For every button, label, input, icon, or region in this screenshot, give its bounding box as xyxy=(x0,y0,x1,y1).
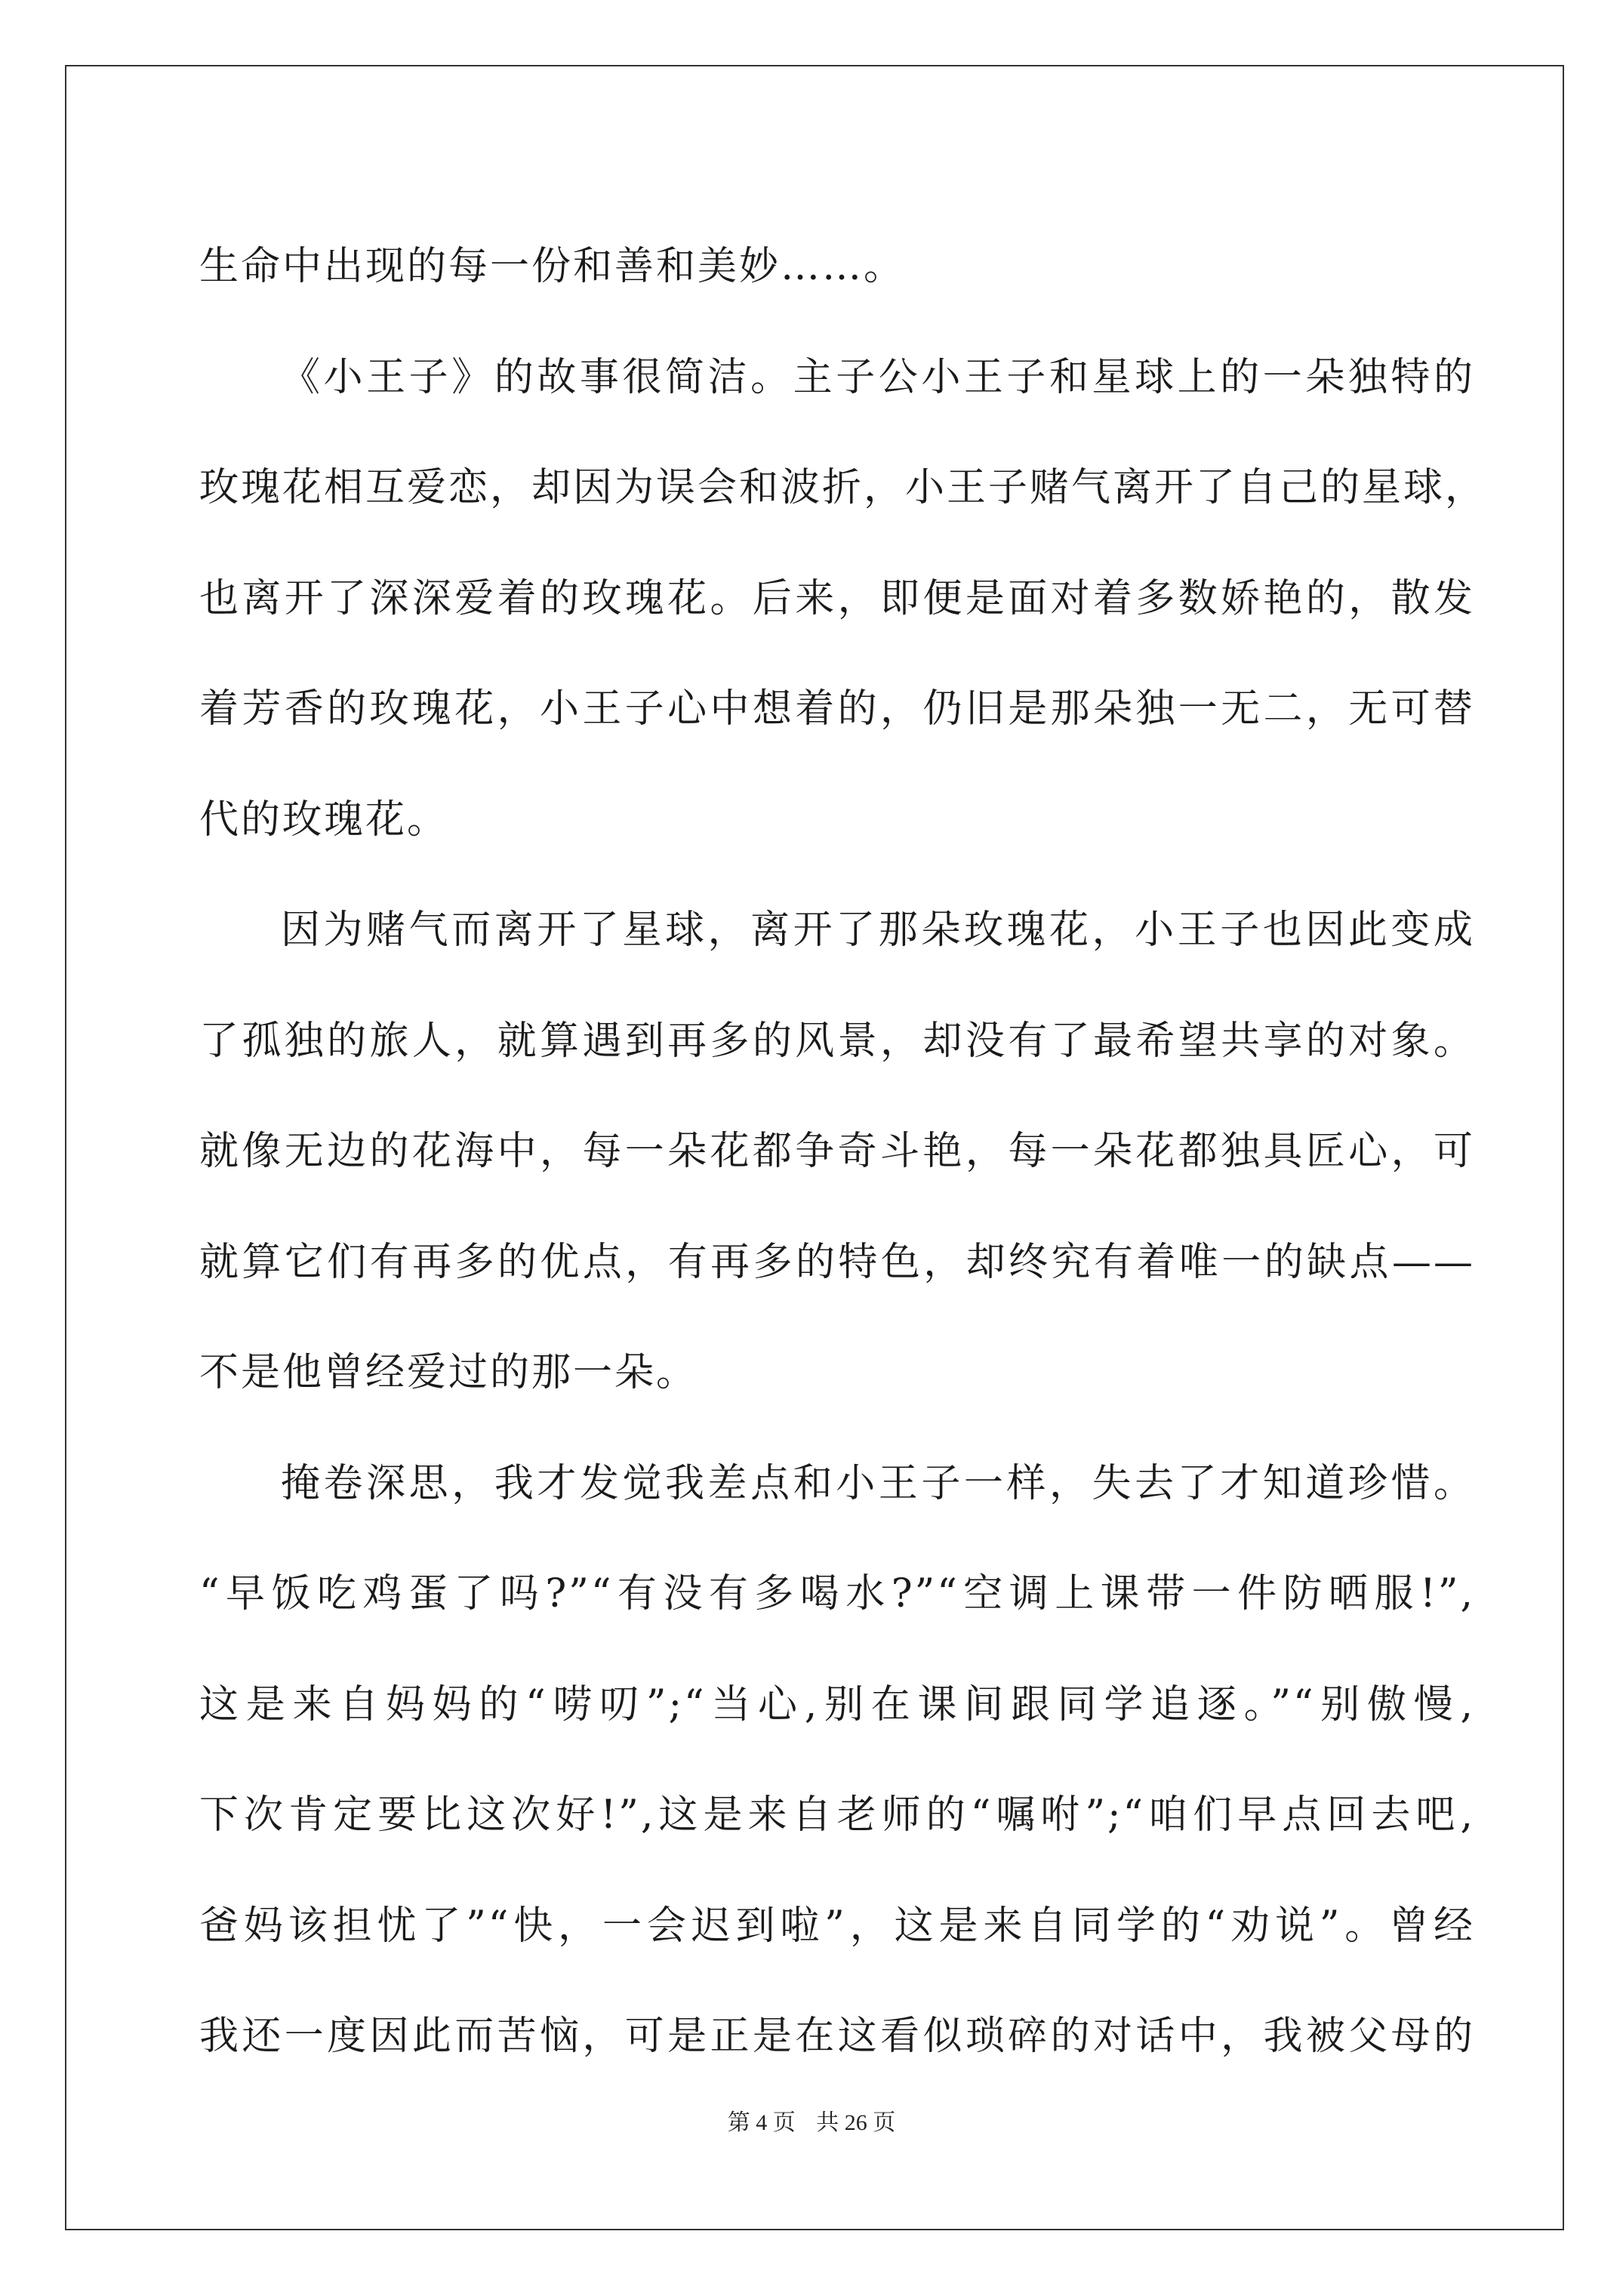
text-line: 了孤独的旅人，就算遇到再多的风景，却没有了最希望共享的对象。 xyxy=(199,1018,1475,1064)
text-line: 因为赌气而离开了星球，离开了那朵玫瑰花，小王子也因此变成 xyxy=(281,908,1475,953)
text-line: 代的玫瑰花。 xyxy=(199,797,449,843)
text-line: 这是来自妈妈的“唠叨”;“当心,别在课间跟同学追逐。”“别傲慢, xyxy=(199,1681,1475,1727)
text-line: 也离开了深深爱着的玫瑰花。后来，即便是面对着多数娇艳的，散发 xyxy=(199,575,1475,621)
total-pages-label: 共 26 页 xyxy=(816,2110,896,2135)
current-page-label: 第 4 页 xyxy=(727,2110,796,2135)
text-line: 《小王子》的故事很简洁。主子公小王子和星球上的一朵独特的 xyxy=(281,354,1475,400)
text-line: 我还一度因此而苦恼，可是正是在这看似琐碎的对话中，我被父母的 xyxy=(199,2014,1475,2059)
text-line: 就算它们有再多的优点，有再多的特色，却终究有着唯一的缺点—— xyxy=(199,1239,1475,1285)
text-line: 掩卷深思，我才发觉我差点和小王子一样，失去了才知道珍惜。 xyxy=(281,1460,1475,1506)
page-footer xyxy=(0,2103,1623,2137)
text-line: 不是他曾经爱过的那一朵。 xyxy=(199,1350,698,1395)
text-line: 就像无边的花海中，每一朵花都争奇斗艳，每一朵花都独具匠心，可 xyxy=(199,1129,1475,1174)
text-line: 下次肯定要比这次好!”,这是来自老师的“嘱咐”;“咱们早点回去吧, xyxy=(199,1792,1475,1838)
document-body xyxy=(199,211,1487,2092)
text-line: 着芳香的玫瑰花，小王子心中想着的，仍旧是那朵独一无二，无可替 xyxy=(199,686,1475,732)
text-line: 玫瑰花相互爱恋，却因为误会和波折，小王子赌气离开了自己的星球， xyxy=(199,465,1487,510)
text-line: 爸妈该担忧了”“快，一会迟到啦”，这是来自同学的“劝说”。曾经 xyxy=(199,1903,1475,1949)
text-line: 生命中出现的每一份和善和美妙……。 xyxy=(199,244,906,289)
text-line: “早饭吃鸡蛋了吗?”“有没有多喝水?”“空调上课带一件防晒服!”, xyxy=(199,1571,1475,1616)
